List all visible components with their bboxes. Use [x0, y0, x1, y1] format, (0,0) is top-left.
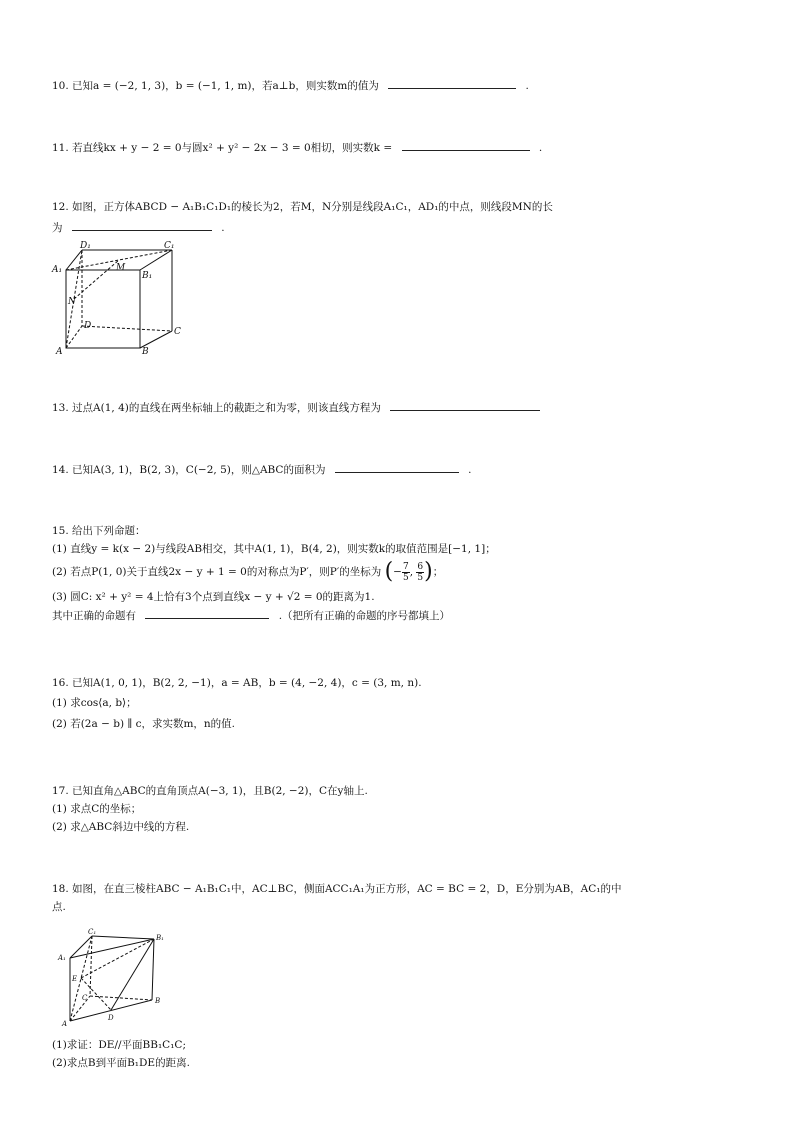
label-d1: D₁ — [80, 241, 91, 251]
question-text: 已知直角△ABC的直角顶点A(−3, 1)，且B(2, −2)，C在y轴上. — [72, 785, 368, 797]
proposition-2: (2) 若点P(1, 0)关于直线2x − y + 1 = 0的对称点为P′，则P′的坐标为 (− $\frac{7}{5}$ , $\frac{6}{5}$ )； — [52, 559, 444, 584]
question-18-continued: 点. — [52, 901, 66, 913]
fraction: $\frac{7}{5}$ — [402, 561, 409, 583]
question-16 — [52, 676, 422, 690]
subquestion-1: (1) 求cos⟨a, b⟩； — [52, 697, 137, 709]
subquestion-2: (2) 若(2a − b) ∥ c，求实数m，n的值. — [52, 718, 236, 730]
question-text: 已知A(3, 1)，B(2, 3)，C(−2, 5)，则△ABC的面积为 — [72, 464, 326, 476]
question-number: 15. — [52, 525, 69, 537]
question-12-continued: 为 . — [52, 222, 225, 234]
question-text: 若直线kx + y − 2 = 0与圆x² + y² − 2x − 3 = 0相切，则实数k = — [72, 142, 393, 154]
subquestion-2: (2) 求△ABC斜边中线的方程. — [52, 821, 190, 833]
label-a1: A₁ — [58, 954, 66, 962]
label-a: A — [56, 347, 63, 356]
question-14: 14. 已知A(3, 1)，B(2, 3)，C(−2, 5)，则△ABC的面积为 . — [52, 464, 472, 476]
label-a: A — [62, 1020, 68, 1028]
question-10: 10. 已知a = (−2, 1, 3)，b = (−1, 1, m)，若a⊥b，则实数m的值为 . — [52, 80, 529, 92]
question-number: 13. — [52, 402, 69, 414]
question-number: 10. — [52, 80, 69, 92]
question-text: 过点A(1, 4)的直线在两坐标轴上的截距之和为零，则该直线方程为 — [72, 402, 381, 414]
label-e: E — [72, 975, 78, 983]
label-c1: C₁ — [164, 241, 175, 251]
fraction: $\frac{6}{5}$ — [417, 561, 424, 583]
question-number: 12. — [52, 201, 69, 213]
question-text: 如图，正方体ABCD − A₁B₁C₁D₁的棱长为2，若M，N分别是线段A₁C₁，AD₁的中点，则线段MN的长 — [72, 201, 553, 213]
label-c1: C₁ — [88, 928, 97, 936]
cube-figure — [50, 238, 190, 356]
question-18 — [52, 882, 622, 896]
answer-blank — [335, 462, 459, 473]
question-17 — [52, 784, 368, 798]
answer-blank — [388, 78, 516, 89]
subquestion-1: (1)求证：DE//平面BB₁C₁C; — [52, 1039, 186, 1051]
answer-blank — [145, 608, 269, 619]
prism-figure — [52, 924, 172, 1030]
label-c: C — [174, 327, 181, 337]
answer-blank — [72, 220, 212, 231]
question-15 — [52, 524, 146, 538]
label-b: B — [142, 347, 149, 356]
question-number: 17. — [52, 785, 69, 797]
question-text: 如图，在直三棱柱ABC − A₁B₁C₁中，AC⊥BC，侧面ACC₁A₁为正方形，AC = BC = 2，D，E分别为AB，AC₁的中 — [72, 883, 622, 895]
question-11: 11. 若直线kx + y − 2 = 0与圆x² + y² − 2x − 3 = 0相切，则实数k = . — [52, 142, 543, 154]
question-text: 已知A(1, 0, 1)，B(2, 2, −1)，a = AB，b = (4, −2, 4)，c = (3, m, n). — [72, 677, 422, 689]
label-b: B — [155, 997, 161, 1005]
question-13 — [52, 400, 546, 415]
label-b1: B₁ — [142, 271, 153, 281]
question-text: 给出下列命题： — [72, 525, 146, 537]
question-number: 16. — [52, 677, 69, 689]
label-m: M — [116, 263, 126, 273]
question-15-ask: 其中正确的命题有 .（把所有正确的命题的序号都填上） — [52, 610, 451, 622]
answer-blank — [390, 400, 540, 411]
label-d: D — [108, 1014, 114, 1022]
question-number: 14. — [52, 464, 69, 476]
question-text: 已知a = (−2, 1, 3)，b = (−1, 1, m)，若a⊥b，则实数m的值为 — [72, 80, 379, 92]
label-c: C — [82, 994, 88, 1002]
label-b1: B₁ — [156, 934, 164, 942]
question-number: 11. — [52, 142, 69, 154]
subquestion-1: (1) 求点C的坐标； — [52, 803, 142, 815]
question-number: 18. — [52, 883, 69, 895]
proposition-3: (3) 圆C: x² + y² = 4上恰有3个点到直线x − y + √2 = 0的距离为1. — [52, 591, 375, 603]
question-12 — [52, 200, 553, 214]
label-n: N — [68, 297, 76, 307]
label-d: D — [84, 321, 92, 331]
answer-blank — [402, 140, 530, 151]
proposition-1: (1) 直线y = k(x − 2)与线段AB相交，其中A(1, 1)，B(4, 2)，则实数k的取值范围是[−1, 1]； — [52, 543, 496, 555]
label-a1: A₁ — [52, 265, 63, 275]
subquestion-2: (2)求点B到平面B₁DE的距离. — [52, 1057, 190, 1069]
